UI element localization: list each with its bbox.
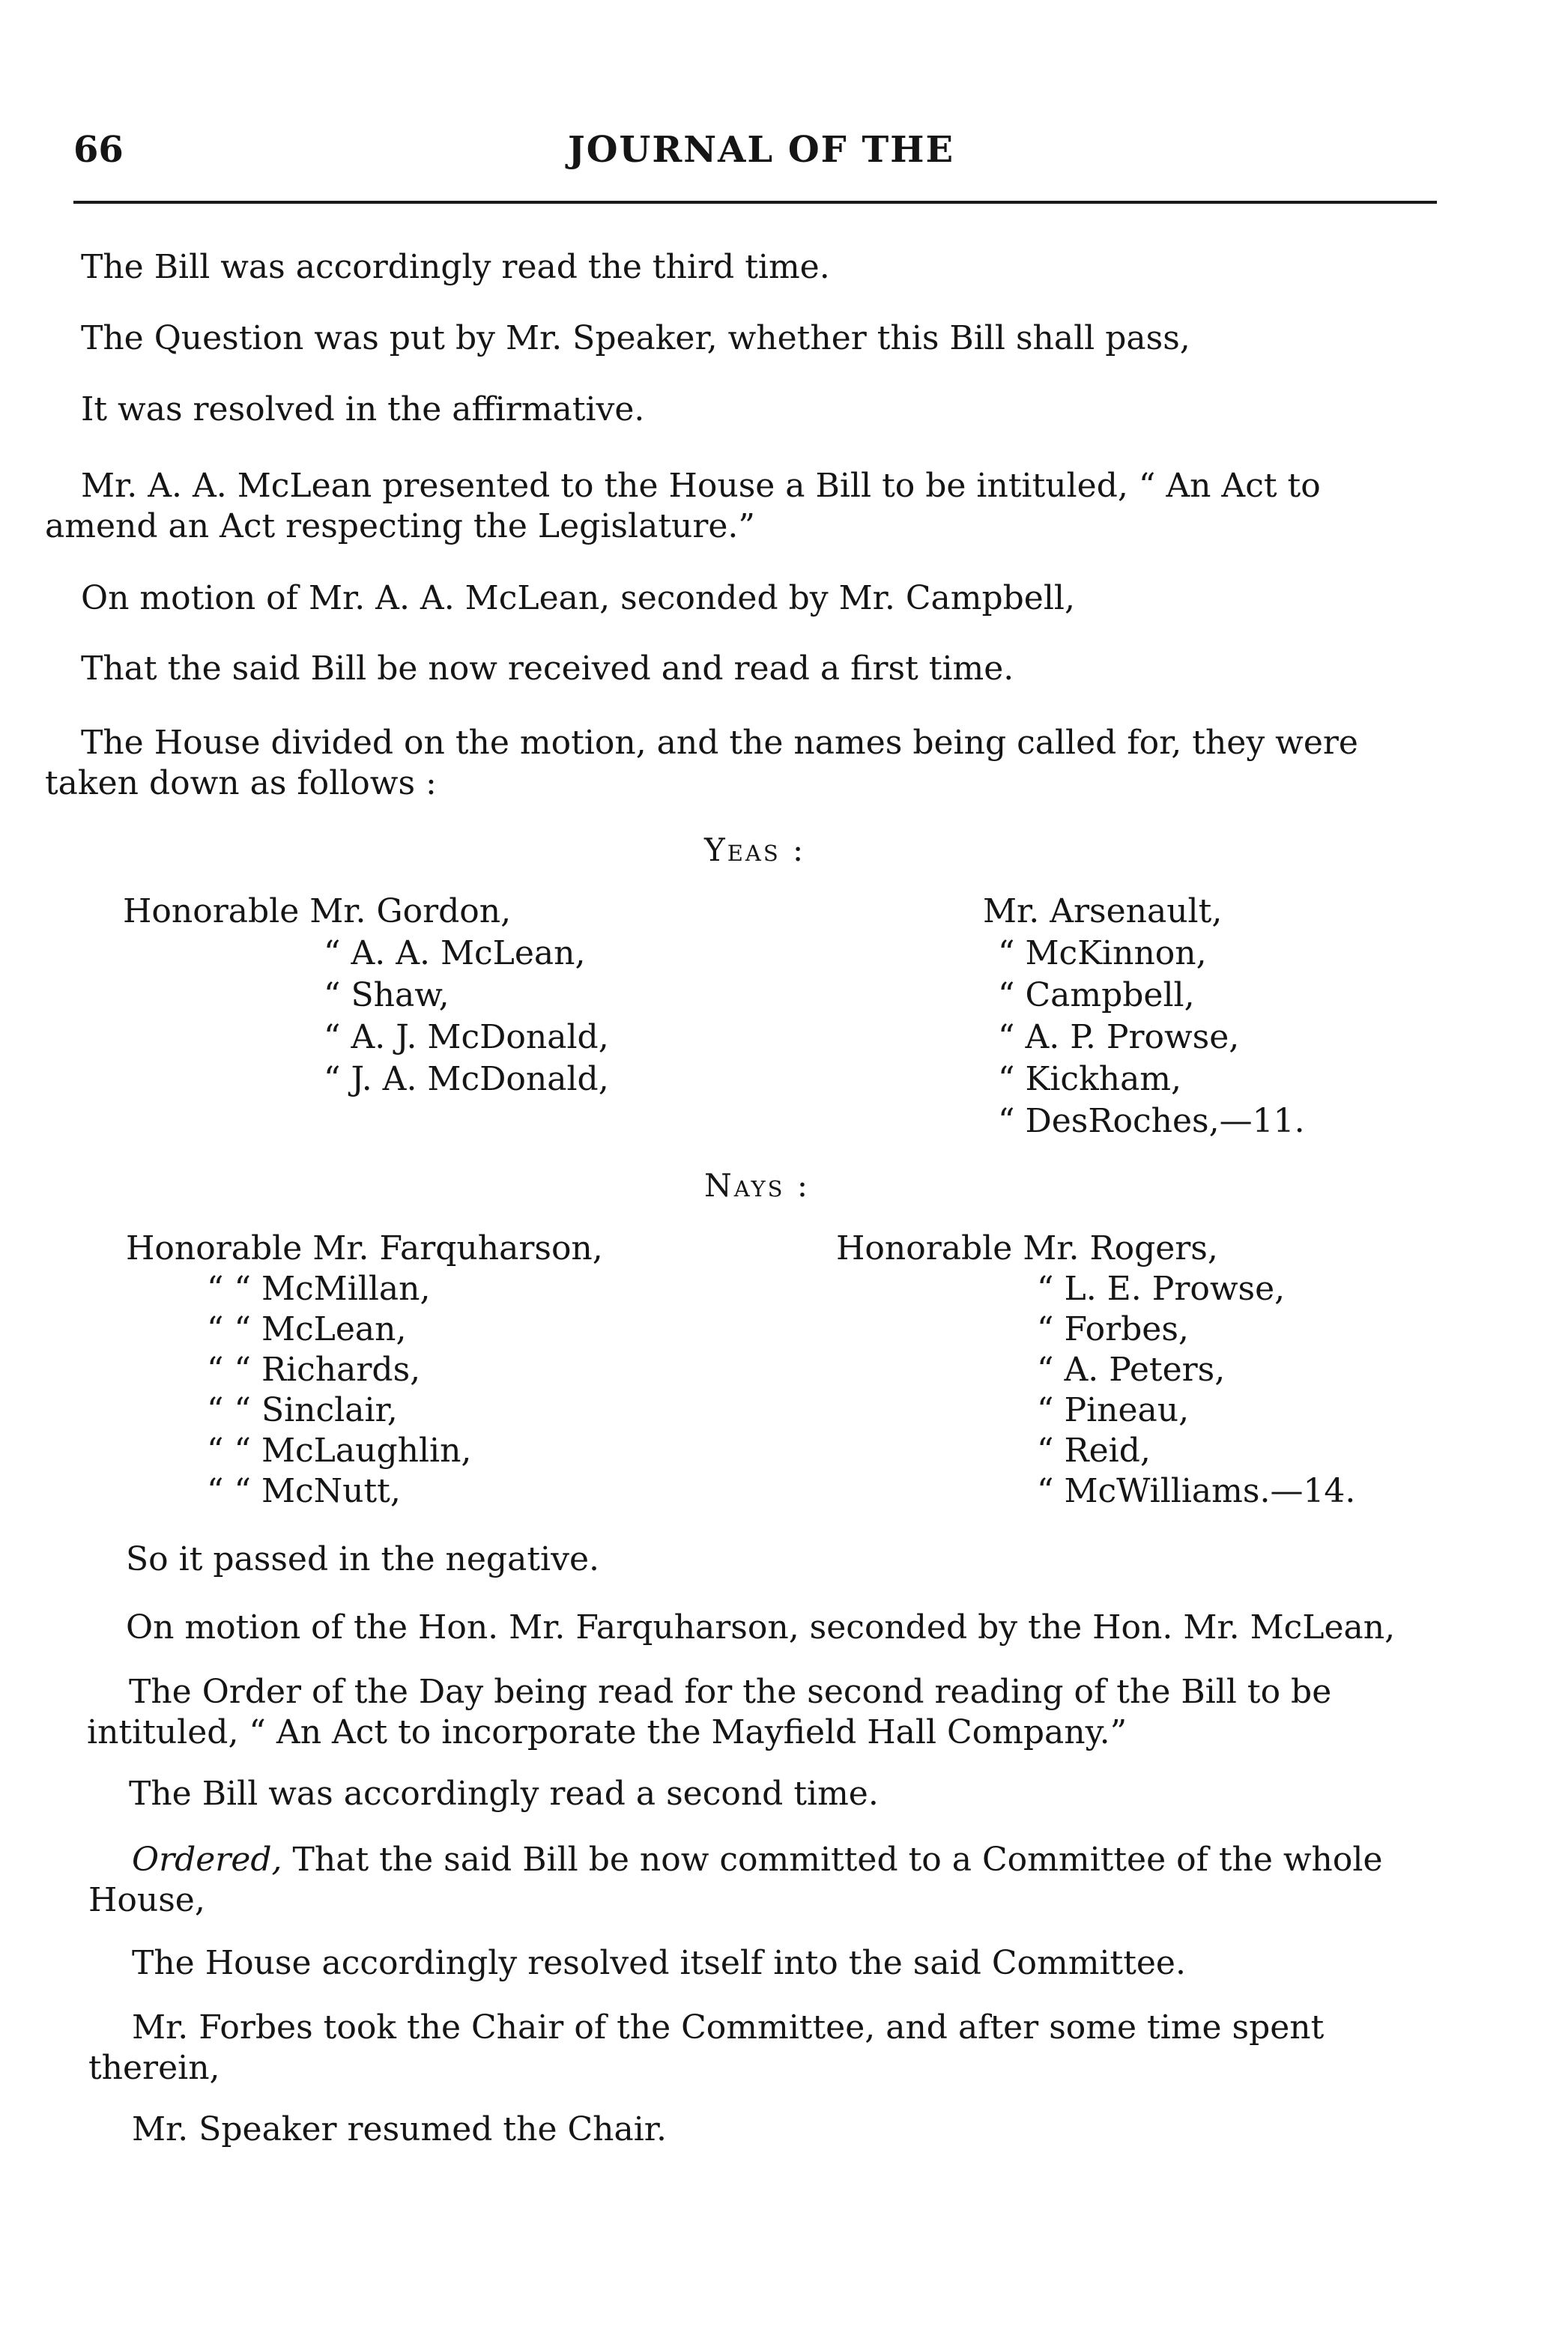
paragraph: Mr. Forbes took the Chair of the Committee, and after some time spent therein,	[88, 2008, 1325, 2087]
list-item: “ A. P. Prowse,	[998, 1018, 1240, 1056]
list-item: Honorable Mr. Farquharson,	[126, 1229, 603, 1268]
page-number: 66	[73, 129, 124, 171]
list-item: “ “ McNutt,	[207, 1472, 401, 1510]
running-title: JOURNAL OF THE	[568, 129, 955, 171]
yeas-heading: Yeas :	[704, 832, 806, 868]
list-item: Honorable Mr. Gordon,	[123, 892, 512, 930]
list-item: “ Pineau,	[1037, 1391, 1190, 1429]
paragraph: The House accordingly resolved itself into the said Committee.	[132, 1944, 1186, 1982]
list-item: Mr. Arsenault,	[983, 892, 1223, 930]
paragraph: The Order of the Day being read for the second reading of the Bill to be intituled, “ An Act to incorporate the Mayfield Hall Company.”	[87, 1673, 1332, 1751]
paragraph: So it passed in the negative.	[126, 1540, 599, 1578]
page-header	[73, 120, 1437, 180]
header-rule	[73, 201, 1437, 204]
paragraph: Ordered, That the said Bill be now committed to a Committee of the whole House,	[88, 1841, 1383, 1919]
list-item: “ Forbes,	[1037, 1310, 1189, 1348]
paragraph: Mr. Speaker resumed the Chair.	[132, 2110, 667, 2148]
list-item: “ A. J. McDonald,	[324, 1018, 609, 1056]
list-item: “ “ McLean,	[207, 1310, 407, 1348]
paragraph: The House divided on the motion, and the names being called for, they were taken down as follows :	[45, 724, 1358, 802]
paragraph: The Bill was accordingly read a second time.	[129, 1775, 879, 1813]
list-item: “ McKinnon,	[998, 934, 1207, 972]
list-item: “ A. Peters,	[1037, 1351, 1226, 1389]
list-item: “ Kickham,	[998, 1060, 1182, 1098]
list-item: “ Shaw,	[324, 976, 449, 1014]
list-item: “ L. E. Prowse,	[1037, 1270, 1286, 1308]
paragraph: Mr. A. A. McLean presented to the House a Bill to be intituled, “ An Act to amend an Act respecting the Legislature.”	[45, 467, 1321, 545]
list-item: “ A. A. McLean,	[324, 934, 586, 972]
nays-heading: Nays :	[704, 1167, 811, 1204]
paragraph: That the said Bill be now received and read a first time.	[81, 649, 1014, 688]
list-item: “ DesRoches,—11.	[998, 1102, 1305, 1140]
list-item: Honorable Mr. Rogers,	[836, 1229, 1218, 1268]
list-item: “ “ McMillan,	[207, 1270, 431, 1308]
list-item: “ “ McLaughlin,	[207, 1432, 472, 1470]
paragraph: The Question was put by Mr. Speaker, whether this Bill shall pass,	[81, 319, 1190, 357]
paragraph: On motion of the Hon. Mr. Farquharson, seconded by the Hon. Mr. McLean,	[126, 1608, 1396, 1647]
list-item: “ Campbell,	[998, 976, 1195, 1014]
list-item: “ “ Sinclair,	[207, 1391, 398, 1429]
paragraph: On motion of Mr. A. A. McLean, seconded by Mr. Campbell,	[81, 579, 1075, 617]
paragraph: It was resolved in the affirmative.	[81, 390, 645, 428]
list-item: “ Reid,	[1037, 1432, 1151, 1470]
paragraph: The Bill was accordingly read the third time.	[81, 248, 830, 286]
list-item: “ “ Richards,	[207, 1351, 421, 1389]
list-item: “ McWilliams.—14.	[1037, 1472, 1356, 1510]
list-item: “ J. A. McDonald,	[324, 1060, 609, 1098]
